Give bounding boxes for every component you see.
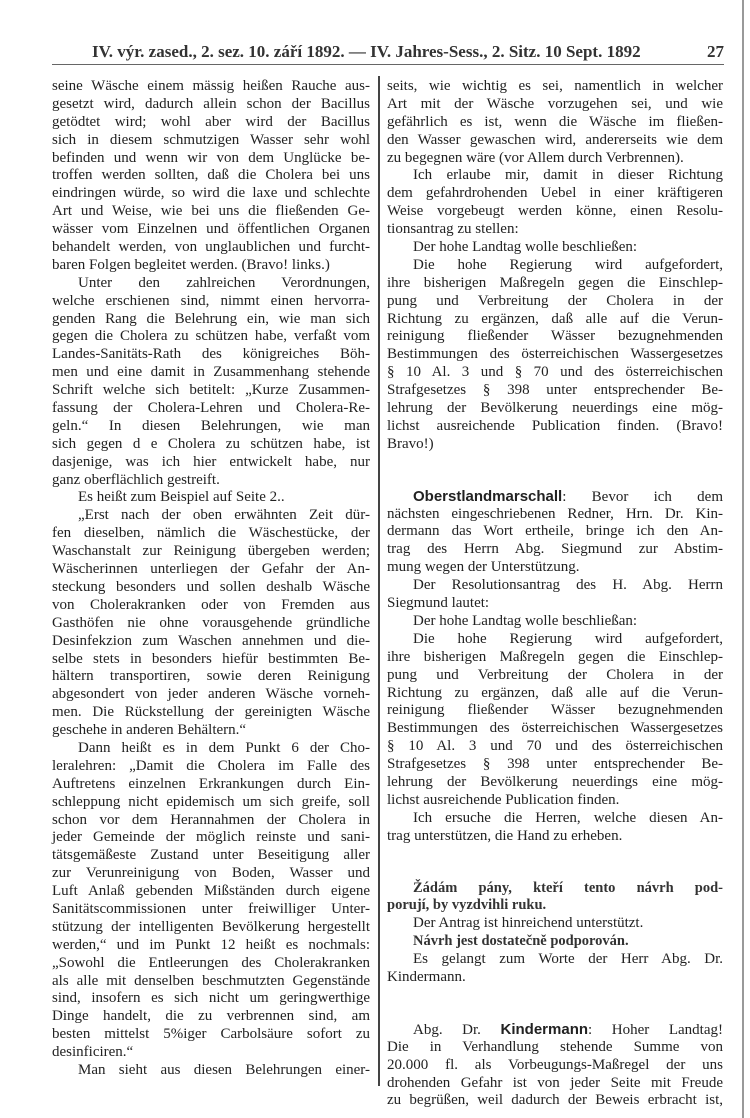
text-line: Schrift welche sich betitelt: „Kurze Zusammen- xyxy=(52,382,370,399)
text-line: fen dieselben, nämlich die Wäschestücke, der xyxy=(52,525,370,542)
text-line: Strafgesetzes § 398 unter entsprechender Be- xyxy=(387,756,723,773)
text-line: Weise vorgebeugt werden könne, einen Resolu- xyxy=(387,203,723,220)
text-line: Die in Verhandlung stehende Summe von xyxy=(387,1038,723,1055)
text-line: eindringen würde, so wird die laxe und schlechte xyxy=(52,185,370,202)
text-line: Siegmund lautet: xyxy=(387,595,490,612)
text-line: Richtung zu ergänzen, daß alle auf die Verun- xyxy=(387,310,723,327)
text-line: 20.000 fl. als Vorbeugungs-Maßregel der uns xyxy=(387,1056,723,1073)
paragraph xyxy=(52,489,370,507)
text-line: sich in diesem schmutzigen Wasser sehr wohl xyxy=(52,131,370,148)
text-line: ihre bisherigen Maßregeln gegen die Einschlep- xyxy=(387,648,723,665)
text-line: fassung der Cholera-Lehren und Cholera-Re- xyxy=(52,400,370,417)
paragraph xyxy=(387,915,723,933)
text-line: Strafgesetzes § 398 unter entsprechender Be- xyxy=(387,382,723,399)
text-line: Abg. Dr. Kindermann: Hoher Landtag! xyxy=(413,1020,723,1038)
text-line: werden,“ und im Punkt 12 heißt es nochmals: xyxy=(52,936,370,953)
paragraph xyxy=(387,951,723,987)
text-line: stützung der intelligenten Bevölkerung hergestellt xyxy=(52,918,370,935)
text-line: den Wasser gewaschen wird, andererseits wie dem xyxy=(387,131,723,148)
text-line: Dinge handelt, die zu verbrennen sind, am xyxy=(52,1008,370,1025)
text-line: Waschanstalt zur Reinigung übergeben werden; xyxy=(52,543,370,560)
text-line: Sanitätscommissionen unter freiwilliger Unter- xyxy=(52,900,370,917)
text-line: zur Verunreinigung von Boden, Wasser und xyxy=(52,865,370,882)
text-line: Bestimmungen des österreichischen Wassergesetzes xyxy=(387,720,723,737)
paragraph xyxy=(387,577,723,613)
text-line: befinden und wenn wir von dem Unglücke be- xyxy=(52,149,370,166)
text-line: § 10 Al. 3 und § 70 und des österreichischen xyxy=(387,364,723,381)
text-line: Landes-Sanitäts-Rath des königreiches Böh- xyxy=(52,346,370,363)
text-line: besten mittelst 5%iger Carbolsäure sofort zu xyxy=(52,1026,370,1043)
text-line: schleppung nicht epidemisch um sich greife, soll xyxy=(52,793,370,810)
text-line: lehrung der Bevölkerung neuerdings eine mög- xyxy=(387,400,723,417)
text-line: ganz oberflächlich gestreift. xyxy=(52,471,220,488)
text-line: lehrung der Bevölkerung neuerdings eine mög- xyxy=(387,773,723,790)
text-line: Bravo!) xyxy=(387,435,434,452)
text-line: Žádám pány, kteří tento návrh pod- xyxy=(413,879,723,896)
text-line: mung wegen der Unterstützung. xyxy=(387,559,580,576)
speaker-name: Oberstlandmarschall xyxy=(413,487,563,505)
text-line: Unter den zahlreichen Verordnungen, xyxy=(78,274,370,291)
running-title: IV. výr. zased., 2. sez. 10. září 1892. — IV. Jahres-Sess., 2. Sitz. 10 Sept. 1892 xyxy=(92,42,641,61)
text-line: hältern transportiren, sowie deren Reinigung xyxy=(52,668,370,685)
text-line: men. Die Rückstellung der gereinigten Wäsche xyxy=(52,704,370,721)
text-line: baren Folgen begleitet werden. (Bravo! links.) xyxy=(52,256,330,273)
text-line: Der Antrag ist hinreichend unterstützt. xyxy=(413,915,644,932)
text-line: Oberstlandmarschall: Bevor ich dem xyxy=(413,487,723,505)
text-line: selbe stets in besonders hiefür bestimmten Be- xyxy=(52,650,370,667)
text-line: welche erschienen sind, nimmt einen hervorra- xyxy=(52,292,370,309)
text-line: pung und Verbreitung der Cholera in der xyxy=(387,666,723,683)
text-line: Die hohe Regierung wird aufgefordert, xyxy=(413,630,723,647)
paragraph xyxy=(387,631,723,810)
text-line: geln.“ In diesen Belehrungen, wie man xyxy=(52,417,370,434)
paragraph xyxy=(52,78,370,275)
text-line: getödtet wird; wohl aber wird der Bacillus xyxy=(52,113,370,130)
text-line: Der hohe Landtag wolle beschließen: xyxy=(413,239,638,256)
paragraph xyxy=(387,933,723,951)
text-line: geschehe in anderen Behältern.“ xyxy=(52,722,247,739)
text-line: porují, by vyzdvihli ruku. xyxy=(387,897,547,914)
text-line: gefährlich es ist, wenn die Wäsche im fließen- xyxy=(387,113,723,130)
page-number: 27 xyxy=(707,42,724,61)
text-line: Wäscherinnen unterliegen der Gefahr der An- xyxy=(52,561,370,578)
text-line: drohenden Gefahr ist von jeder Seite mit Freude xyxy=(387,1074,723,1091)
text-line: zu begegnen wäre (vor Allem durch Verbrennen). xyxy=(387,149,684,166)
text-line: sind, insofern es sich nicht um geringwerthige xyxy=(52,990,370,1007)
page-header xyxy=(52,40,724,65)
text-line: jeder Gemeinde der möglich reinste und sani- xyxy=(52,829,370,846)
speaker-title: Abg. Dr. xyxy=(413,1021,501,1038)
paragraph xyxy=(387,167,723,239)
text-line: „Erst nach der oben erwähnten Zeit dür- xyxy=(78,507,370,524)
text-line: leralehren: „Damit die Cholera im Falle des xyxy=(52,757,370,774)
paragraph xyxy=(387,810,723,846)
text-line: reinigung fließender Wässer bezugnehmenden xyxy=(387,328,723,345)
text-line: dermann das Wort ertheile, bringe ich den An- xyxy=(387,523,723,540)
text-line: troffen werden sollten, daß die Cholera bei uns xyxy=(52,167,370,184)
text-line: Ich erlaube mir, damit in dieser Richtung xyxy=(413,167,723,184)
text-line: als alle mit denselben beschmutzten Gegenstände xyxy=(52,972,370,989)
text-line: Dann heißt es in dem Punkt 6 der Cho- xyxy=(78,739,370,756)
text-line: „Sowohl die Entleerungen des Cholerakranken xyxy=(52,954,370,971)
text-line: zu begrüßen, weil dadurch der Beweis erbracht ist, xyxy=(387,1092,723,1109)
text-line: lichst ausreichende Publication finden. xyxy=(387,791,620,808)
text-line: schon vor dem Herannahmen der Cholera in xyxy=(52,811,370,828)
page-edge xyxy=(742,0,744,1118)
text-line: Art und Weise, wie bei uns die fließenden Ge- xyxy=(52,203,370,220)
text-line: gesetzt wird, dadurch allein schon der Bacillus xyxy=(52,95,370,112)
paragraph xyxy=(52,740,370,1062)
text-line: § 10 Al. 3 und 70 und des österreichischen xyxy=(387,738,723,755)
text-line: desinficiren.“ xyxy=(52,1044,134,1061)
paragraph xyxy=(52,1062,370,1080)
text-line: behandelt werden, von unglaublichen und furcht- xyxy=(52,239,370,256)
text-line: Kindermann. xyxy=(387,968,466,985)
paragraph xyxy=(52,507,370,740)
text-line: Ich ersuche die Herren, welche diesen An- xyxy=(413,809,723,826)
text-line: Es gelangt zum Worte der Herr Abg. Dr. xyxy=(413,951,723,968)
text-line: steckung besonders und sollen deshalb Wäsche xyxy=(52,578,370,595)
paragraph xyxy=(52,275,370,490)
text-line: Man sieht aus diesen Belehrungen einer- xyxy=(78,1061,370,1078)
text-line: wässer vom Einzelnen und öffentlichen Organen xyxy=(52,221,370,238)
speaker-name: Kindermann xyxy=(500,1020,589,1038)
text-line: gegen die Cholera zu schützen habe, verfaßt vom xyxy=(52,328,370,345)
text-line: tionsantrag zu stellen: xyxy=(387,221,519,238)
text-line: von Cholerakranken oder von Fremden aus xyxy=(52,596,370,613)
text-line: pung und Verbreitung der Cholera in der xyxy=(387,292,723,309)
text-line: Gasthöfen nie ohne vorausgehende gründliche xyxy=(52,614,370,631)
text-line: tätsgemäßeste Zustand unter Beseitigung aller xyxy=(52,847,370,864)
text-line: trag des Herrn Abg. Siegmund zur Abstim- xyxy=(387,541,723,558)
text-line: Es heißt zum Beispiel auf Seite 2.. xyxy=(78,489,285,506)
text-line: abgesondert von jeder anderen Wäsche vorneh- xyxy=(52,686,370,703)
text-line: Der hohe Landtag wolle beschließan: xyxy=(413,612,638,629)
text-line: Desinfekzion zum Waschen annehmen und die- xyxy=(52,632,370,649)
text-line: dasjenige, was ich hier entwickelt habe, nur xyxy=(52,453,370,470)
speech-paragraph xyxy=(387,488,723,577)
paragraph xyxy=(387,613,723,631)
text-line: reinigung fließender Wässer bezugnehmenden xyxy=(387,702,723,719)
text-line: sich gegen d e Cholera zu schützen habe, ist xyxy=(52,435,370,452)
text-line: genden Rang die Belehrung ein, wie man sich xyxy=(52,310,370,327)
speech-paragraph xyxy=(387,1021,723,1110)
text-line: dem gefahrdrohenden Uebel in einer kräftigeren xyxy=(387,185,723,202)
left-column xyxy=(52,78,370,1080)
text-line: Bestimmungen des österreichischen Wassergesetzes xyxy=(387,346,723,363)
paragraph xyxy=(387,257,723,454)
right-column xyxy=(387,78,723,1110)
column-divider xyxy=(378,76,380,1086)
text-line: trag unterstützen, die Hand zu erheben. xyxy=(387,827,623,844)
text-line: Auftretens einzelnen Erkrankungen durch Ein- xyxy=(52,775,370,792)
paragraph xyxy=(387,880,723,916)
text-line: Die hohe Regierung wird aufgefordert, xyxy=(413,256,723,273)
text-line: Návrh jest dostatečně podporován. xyxy=(413,933,629,950)
text-line: Der Resolutionsantrag des H. Abg. Herrn xyxy=(413,577,723,594)
text-line: Art mit der Wäsche vorzugehen sei, und wie xyxy=(387,95,723,112)
text-line: seine Wäsche einem mässig heißen Rauche aus- xyxy=(52,78,370,94)
text-line: men und eine damit in Zusammenhang stehende xyxy=(52,364,370,381)
text-line: seits, wie wichtig es sei, namentlich in welcher xyxy=(387,78,723,94)
text-line: Richtung zu ergänzen, daß alle auf die Verun- xyxy=(387,684,723,701)
text-line: ihre bisherigen Maßregeln gegen die Einschlep- xyxy=(387,274,723,291)
paragraph xyxy=(387,239,723,257)
text-line: Luft Anlaß gebenden Mißständen durch eigene xyxy=(52,883,370,900)
paragraph xyxy=(387,78,723,167)
text-line: lichst ausreichende Publication finden. (Bravo! xyxy=(387,417,723,434)
text-line: nächsten eingeschriebenen Redner, Hrn. Dr. Kin- xyxy=(387,505,723,522)
